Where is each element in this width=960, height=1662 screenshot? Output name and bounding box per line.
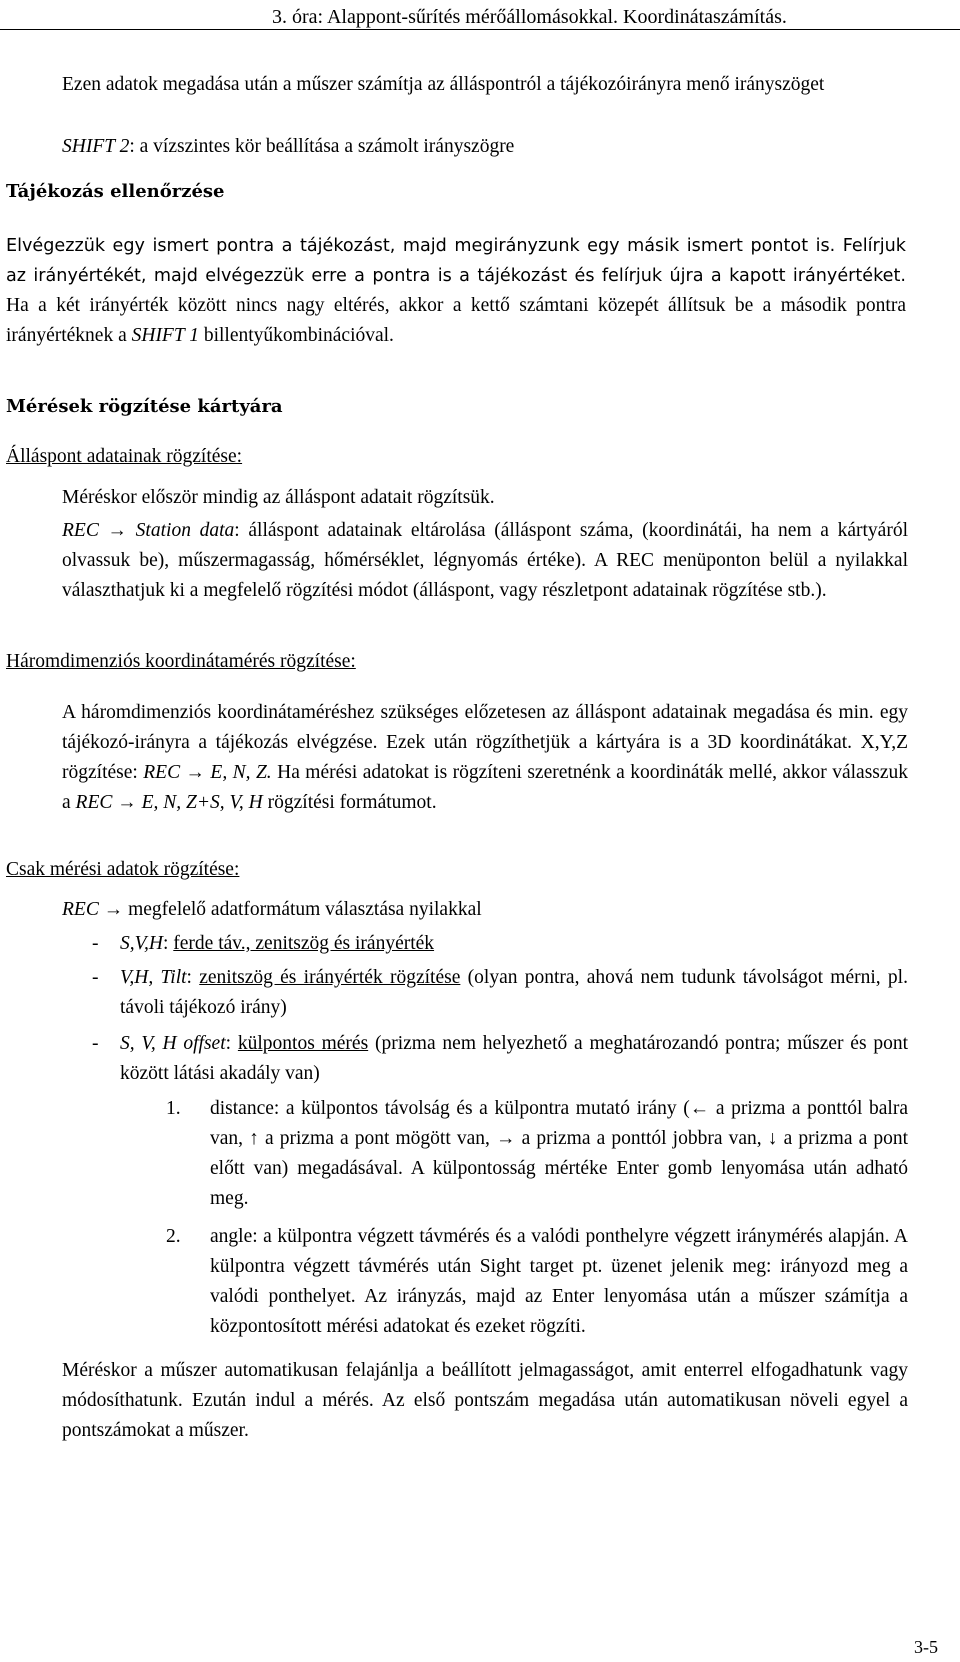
header-rule xyxy=(0,29,960,30)
item-sep: : xyxy=(186,967,192,988)
sub-item-angle: angle: a külpontra végzett távmérés és a valódi ponthelyre végzett iránymérés alapján. A külpontra végzett távmérés után Sight target pt. üzenet jelenik meg: irányozd meg a valódi ponthelyet. Az irányzás, majd az Enter lenyomása után a műszer számítja a központosított mérési adatokat és ezeket rögzíti. xyxy=(210,1226,908,1337)
item-key: V,H, Tilt xyxy=(120,967,187,988)
allaspont-p2-text: : álláspont adatainak eltárolása (álláspont száma, (koordinátái, ha nem a kártyáról olvassuk be), műszermagasság, hőmérséklet, légnyomás értéke). A REC menüponton belül a nyilakkal választhatjuk ki a megfelelő rögzítési módot (álláspont, vagy részletpont adatainak rögzítése stb.). xyxy=(62,520,909,601)
arrow-up-icon: ↑ xyxy=(249,1128,259,1149)
item-underlined: ferde táv., zenitszög és irányérték xyxy=(173,933,435,954)
allaspont-p1: Méréskor először mindig az álláspont adatait rögzítsük. xyxy=(62,487,495,508)
tajekozas-serif-text-1: Ha a két irányérték között nincs nagy eltérés, akkor a kettő számtani közepét állítsuk be a második pontra irányértéknek a xyxy=(6,295,906,346)
intro-line xyxy=(62,70,908,100)
item-key: S,V,H xyxy=(120,933,163,954)
haromdim-paragraph xyxy=(62,698,908,818)
page-number: 3-5 xyxy=(914,1637,938,1657)
shift1-key: SHIFT 1 xyxy=(131,325,199,346)
shift2-line xyxy=(62,132,908,162)
item-underlined: külpontos mérés xyxy=(237,1033,369,1054)
heading-meresek: Mérések rögzítése kártyára xyxy=(6,396,283,417)
item-underlined: zenitszög és irányérték rögzítése xyxy=(199,967,461,988)
sub-text: a prizma a ponttól balra van, xyxy=(210,1098,908,1149)
arrow-right-icon: → xyxy=(495,1128,516,1149)
rec-arrow: REC → xyxy=(62,899,124,920)
tajekozas-serif-text-2: billentyűkombinációval. xyxy=(203,325,394,346)
haromdim-t1: A háromdimenziós koordinátaméréshez szükséges előzetesen az álláspont adatainak megadása és min. egy tájékozó-irányra a tájékozás elvégzése. Ezek után rögzíthetjük a kártyára is a 3D koordinátákat. X,Y,Z rögzítése: xyxy=(62,702,908,783)
closing-paragraph: Méréskor a műszer automatikusan felajánlja a beállított jelmagasságot, amit enterrel elfogadhatunk vagy módosíthatunk. Ezután indul a mérés. Az első pontszám megadása után automatikusan növeli egyel a pontszámokat a műszer. xyxy=(62,1360,908,1441)
sub-text: distance: a külpontos távolság és a külpontra mutató irány ( xyxy=(210,1098,690,1119)
item-rest: (prizma nem helyezhető a meghatározandó pontra; műszer és pont között látási akadály van) xyxy=(120,1033,909,1084)
heading-haromdim: Háromdimenziós koordinátamérés rögzítése: xyxy=(6,651,356,672)
heading-csak: Csak mérési adatok rögzítése: xyxy=(6,859,240,880)
list-item xyxy=(120,1029,908,1089)
shift2-key: SHIFT 2 xyxy=(62,136,130,157)
allaspont-p2 xyxy=(62,516,908,606)
haromdim-t3: rögzítési formátumot. xyxy=(267,792,437,813)
item-sep: : xyxy=(225,1033,232,1054)
sub-text: a prizma a pont mögött van, xyxy=(258,1128,496,1149)
sub-item-distance xyxy=(210,1094,908,1214)
shift2-text: : a vízszintes kör beállítása a számolt irányszögre xyxy=(129,136,515,157)
csak-rec-text: megfelelő adatformátum választása nyilakkal xyxy=(128,899,482,920)
haromdim-t2: Ha mérési adatokat is rögzíteni szeretnénk a koordináták mellé, akkor válasszuk a xyxy=(62,762,909,813)
item-rest: (olyan pontra, ahová nem tudunk távolságot mérni, pl. távoli tájékozó irány) xyxy=(120,967,908,1018)
tajekozas-sans-text: Elvégezzük egy ismert pontra a tájékozást, majd megirányzunk egy másik ismert pontot is. Felírjuk az irányértékét, majd elvégezzük erre a pontra is a tájékozást és felírjuk újra a kapott irányértéket. xyxy=(6,236,906,286)
item-key: S, V, H offset xyxy=(120,1033,226,1054)
item-sep: : xyxy=(162,933,169,954)
sub-item-number: 2. xyxy=(166,1226,181,1247)
heading-allaspont: Álláspont adatainak rögzítése: xyxy=(6,446,243,467)
sub-text: a prizma a ponttól jobbra van, xyxy=(515,1128,768,1149)
bullet-dash: - xyxy=(92,967,99,988)
arrow-down-icon: ↓ xyxy=(767,1128,778,1149)
sub-text: a prizma a pont előtt van) megadásával. A külpontosság mértéke Enter gomb lenyomása után adható meg. xyxy=(210,1128,908,1209)
tajekozas-paragraph xyxy=(6,231,906,351)
intro-text: Ezen adatok megadása után a műszer számítja az álláspontról a tájékozóirányra menő irányszöget xyxy=(62,74,825,95)
bullet-dash: - xyxy=(92,933,99,954)
list-item xyxy=(120,963,908,1023)
heading-tajekozas: Tájékozás ellenőrzése xyxy=(6,181,225,202)
csak-rec-line xyxy=(62,895,908,925)
sub-item-number: 1. xyxy=(166,1098,181,1119)
running-header: 3. óra: Alappont-sűrítés mérőállomásokkal. Koordinátaszámítás. xyxy=(272,6,787,28)
rec-enz-svh: REC → E, N, Z+S, V, H xyxy=(75,792,263,813)
list-item xyxy=(120,929,908,959)
bullet-dash: - xyxy=(92,1033,99,1054)
rec-station-data: REC → Station data xyxy=(62,520,235,541)
arrow-left-icon: ← xyxy=(689,1098,710,1119)
rec-enz: REC → E, N, Z. xyxy=(143,762,272,783)
